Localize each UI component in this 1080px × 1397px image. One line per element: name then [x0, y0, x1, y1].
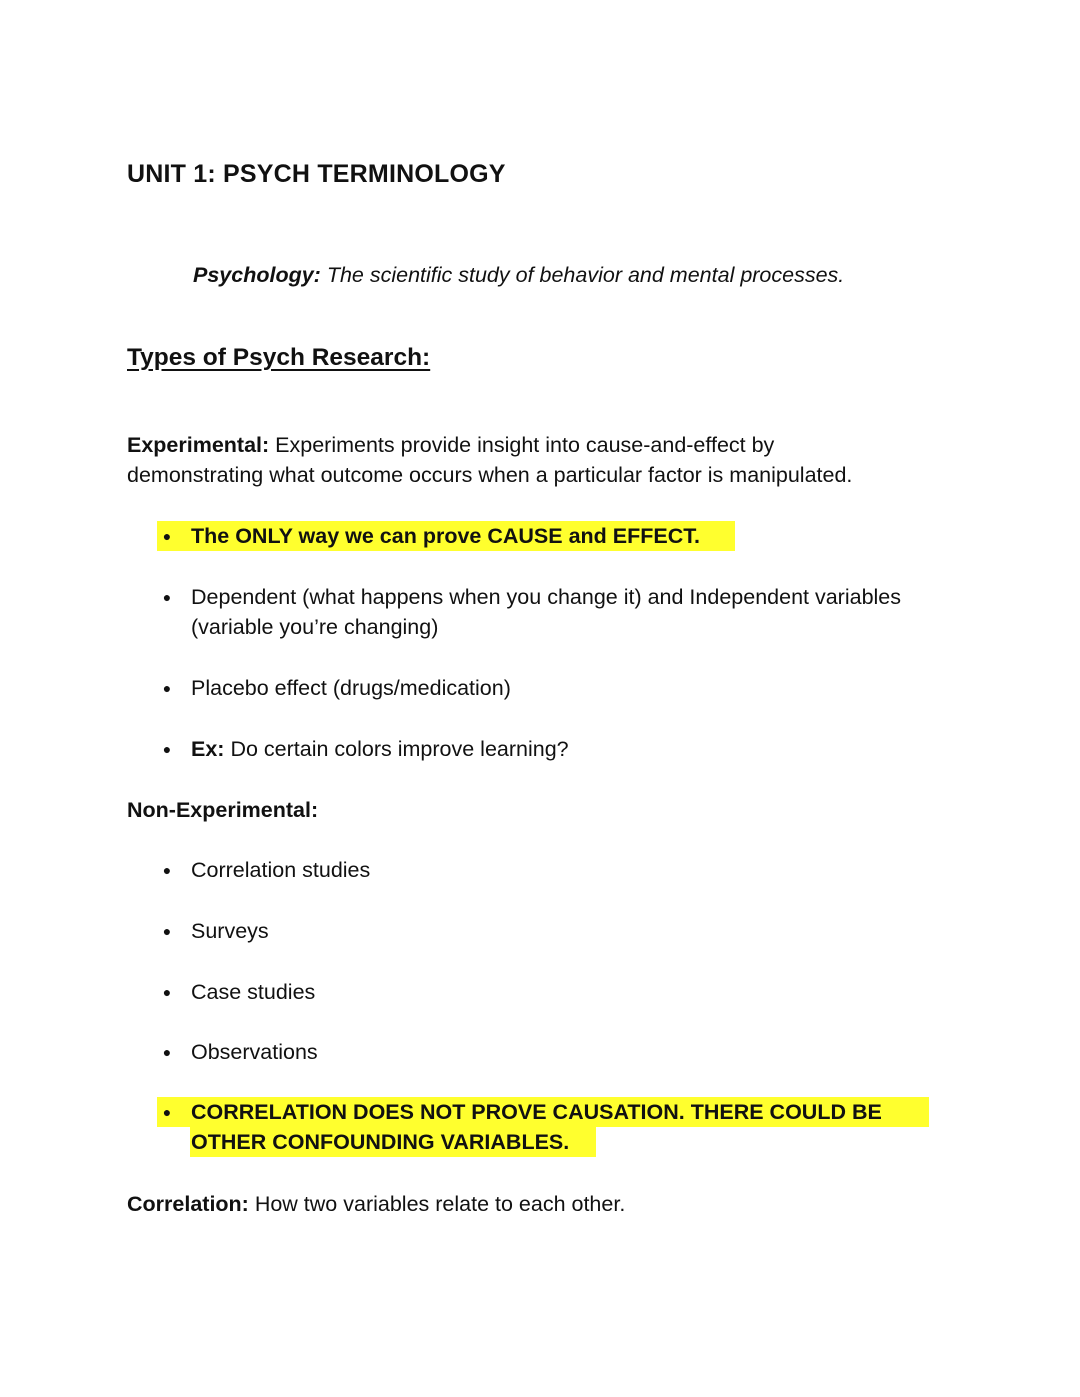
correlation-studies-text: Correlation studies — [191, 858, 371, 882]
bullet-icon: ● — [162, 1044, 172, 1060]
bullet-icon: ● — [162, 984, 172, 1000]
bullet-icon: ● — [162, 741, 172, 757]
experimental-paragraph-line1 — [127, 430, 774, 461]
non-experimental-label: Non-Experimental: — [127, 798, 319, 822]
correlation-text: How two variables relate to each other. — [248, 1192, 626, 1216]
observations-text: Observations — [191, 1040, 318, 1064]
bullet-icon: ● — [162, 680, 172, 696]
psychology-definition — [193, 263, 844, 288]
correlation-label: Correlation: — [127, 1192, 249, 1216]
section-heading: Types of Psych Research: — [127, 344, 431, 371]
bullet-icon: ● — [162, 923, 172, 939]
experimental-text-line1: Experiments provide insight into cause-and-effect by — [269, 433, 775, 457]
bullet-icon: ● — [162, 1104, 172, 1120]
example-label: Ex: — [191, 737, 225, 761]
case-studies-text: Case studies — [191, 980, 316, 1004]
cause-effect-bullet-text: The ONLY way we can prove CAUSE and EFFECT. — [191, 524, 700, 548]
placebo-bullet-text: Placebo effect (drugs/medication) — [191, 676, 511, 700]
warning-line1: CORRELATION DOES NOT PROVE CAUSATION. THERE COULD BE — [191, 1100, 882, 1124]
variables-bullet-line1: Dependent (what happens when you change it) and Independent variables — [191, 585, 902, 609]
definition-text: The scientific study of behavior and mental processes. — [320, 263, 845, 287]
variables-bullet-line2: (variable you’re changing) — [191, 615, 439, 639]
correlation-definition — [127, 1189, 625, 1220]
experimental-label: Experimental: — [127, 433, 270, 457]
example-bullet — [191, 734, 569, 765]
page-title: UNIT 1: PSYCH TERMINOLOGY — [127, 160, 506, 188]
surveys-text: Surveys — [191, 919, 269, 943]
bullet-icon: ● — [162, 862, 172, 878]
experimental-text-line2: demonstrating what outcome occurs when a particular factor is manipulated. — [127, 463, 853, 487]
example-text: Do certain colors improve learning? — [224, 737, 569, 761]
definition-term: Psychology: — [193, 263, 321, 287]
bullet-icon: ● — [162, 589, 172, 605]
bullet-icon: ● — [162, 528, 172, 544]
warning-line2: OTHER CONFOUNDING VARIABLES. — [191, 1130, 570, 1154]
